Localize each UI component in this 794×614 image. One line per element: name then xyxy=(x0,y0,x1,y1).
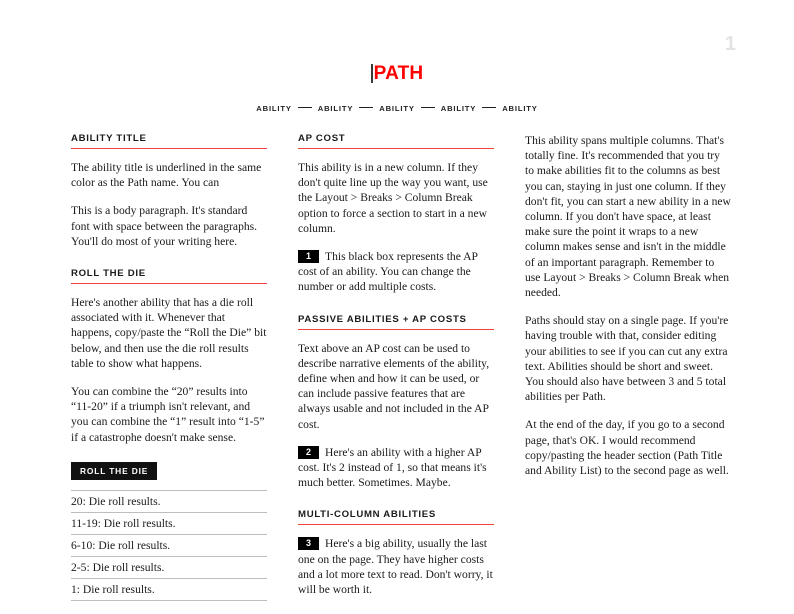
ap-cost-badge: 3 xyxy=(298,537,319,550)
paragraph-text: Here's an ability with a higher AP cost. It's 2 instead of 1, so that means it's much better. Sometimes. Maybe. xyxy=(298,445,487,490)
roll-the-die-label: ROLL THE DIE xyxy=(71,462,157,480)
table-row xyxy=(71,578,267,600)
table-row xyxy=(71,490,267,512)
paragraph: Text above an AP cost can be used to describe narrative elements of the ability, define when and how it can be used, or can include passive features that are always usable and not included in the AP cost. xyxy=(298,341,490,431)
path-title-wrap xyxy=(371,64,424,83)
content-columns xyxy=(71,133,731,601)
table-cell: 6-10: Die roll results. xyxy=(71,534,267,556)
table-row xyxy=(71,556,267,578)
column-two xyxy=(298,133,494,601)
ability-list-item: ABILITY xyxy=(379,104,415,113)
section-heading-ap-cost: AP COST xyxy=(298,133,494,149)
table-row xyxy=(71,512,267,534)
paragraph: This is a body paragraph. It's standard font with space between the paragraphs. You'll do most of your writing here. xyxy=(71,204,258,248)
paragraph-text: This black box represents the AP cost of an ability. You can change the number or add multiple costs. xyxy=(298,250,478,294)
paragraph: You can combine the “20” results into “11-20” if a triumph isn't relevant, and you can combine the “1” result into “1-5” if a catastrophe doesn't make sense. xyxy=(71,385,265,444)
paragraph-with-ap-cost xyxy=(298,536,494,597)
path-title: PATH xyxy=(373,63,424,84)
table-cell: 2-5: Die roll results. xyxy=(71,556,267,578)
em-dash-separator-icon xyxy=(421,107,435,108)
paragraph: The ability title is underlined in the same color as the Path name. You can xyxy=(71,161,262,190)
paragraph: This ability is in a new column. If they don't quite line up the way you want, use the Layout > Breaks > Column Break option to force a section to start in a new column. xyxy=(298,161,488,235)
document-header xyxy=(0,64,794,113)
section-heading-multi-column-abilities: MULTI-COLUMN ABILITIES xyxy=(298,509,494,525)
ability-list-item: ABILITY xyxy=(502,104,538,113)
paragraph-text: Here's a big ability, usually the last one on the page. They have higher costs and a lot more text to read. Don't worry, it will be worth it. xyxy=(298,537,493,597)
ability-list-item: ABILITY xyxy=(440,104,477,113)
section-heading-passive-abilities: PASSIVE ABILITIES + AP COSTS xyxy=(298,314,494,330)
table-cell: 11-19: Die roll results. xyxy=(71,512,267,534)
ability-list-item: ABILITY xyxy=(256,104,292,113)
ability-list xyxy=(0,104,794,113)
die-roll-results-table xyxy=(71,490,267,601)
paragraph: Here's another ability that has a die roll associated with it. Whenever that happens, copy/paste the “Roll the Die” bit below, and then use the die roll results table to show what happens. xyxy=(71,296,267,370)
em-dash-separator-icon xyxy=(482,107,496,108)
ap-cost-badge: 1 xyxy=(298,250,319,263)
table-cell: 20: Die roll results. xyxy=(71,490,267,512)
paragraph-with-ap-cost xyxy=(298,249,494,295)
paragraph-with-ap-cost xyxy=(298,445,494,491)
table-cell: 1: Die roll results. xyxy=(71,578,267,600)
column-three xyxy=(525,133,731,601)
column-one xyxy=(71,133,267,601)
em-dash-separator-icon xyxy=(298,107,312,108)
ap-cost-badge: 2 xyxy=(298,446,319,459)
paragraph: This ability spans multiple columns. That's totally fine. It's recommended that you try to make abilities fit to the columns as best you can, staying in just one column. If they don't fit, you can start a new ability in a new column. If you don't have space, at least make sure the point it wraps to a new column makes sense and isn't in the middle of an important paragraph. Remember to use Layout > Breaks > Column Break when needed. xyxy=(525,134,731,300)
section-heading-roll-the-die: ROLL THE DIE xyxy=(71,268,267,284)
text-cursor-caret xyxy=(371,64,373,83)
ability-list-item: ABILITY xyxy=(317,104,354,113)
section-heading-ability-title: ABILITY TITLE xyxy=(71,133,267,149)
table-row xyxy=(71,534,267,556)
paragraph: At the end of the day, if you go to a second page, that's OK. I would recommend copy/pasting the header section (Path Title and Ability List) to the second page as well. xyxy=(525,418,729,478)
page-number: 1 xyxy=(724,33,736,55)
em-dash-separator-icon xyxy=(359,107,373,108)
paragraph: Paths should stay on a single page. If you're having trouble with that, consider editing your abilities to see if you can cut any extra text. Abilities should be short and sweet. You should also have between 3 and 5 total abilities per Path. xyxy=(525,314,729,404)
